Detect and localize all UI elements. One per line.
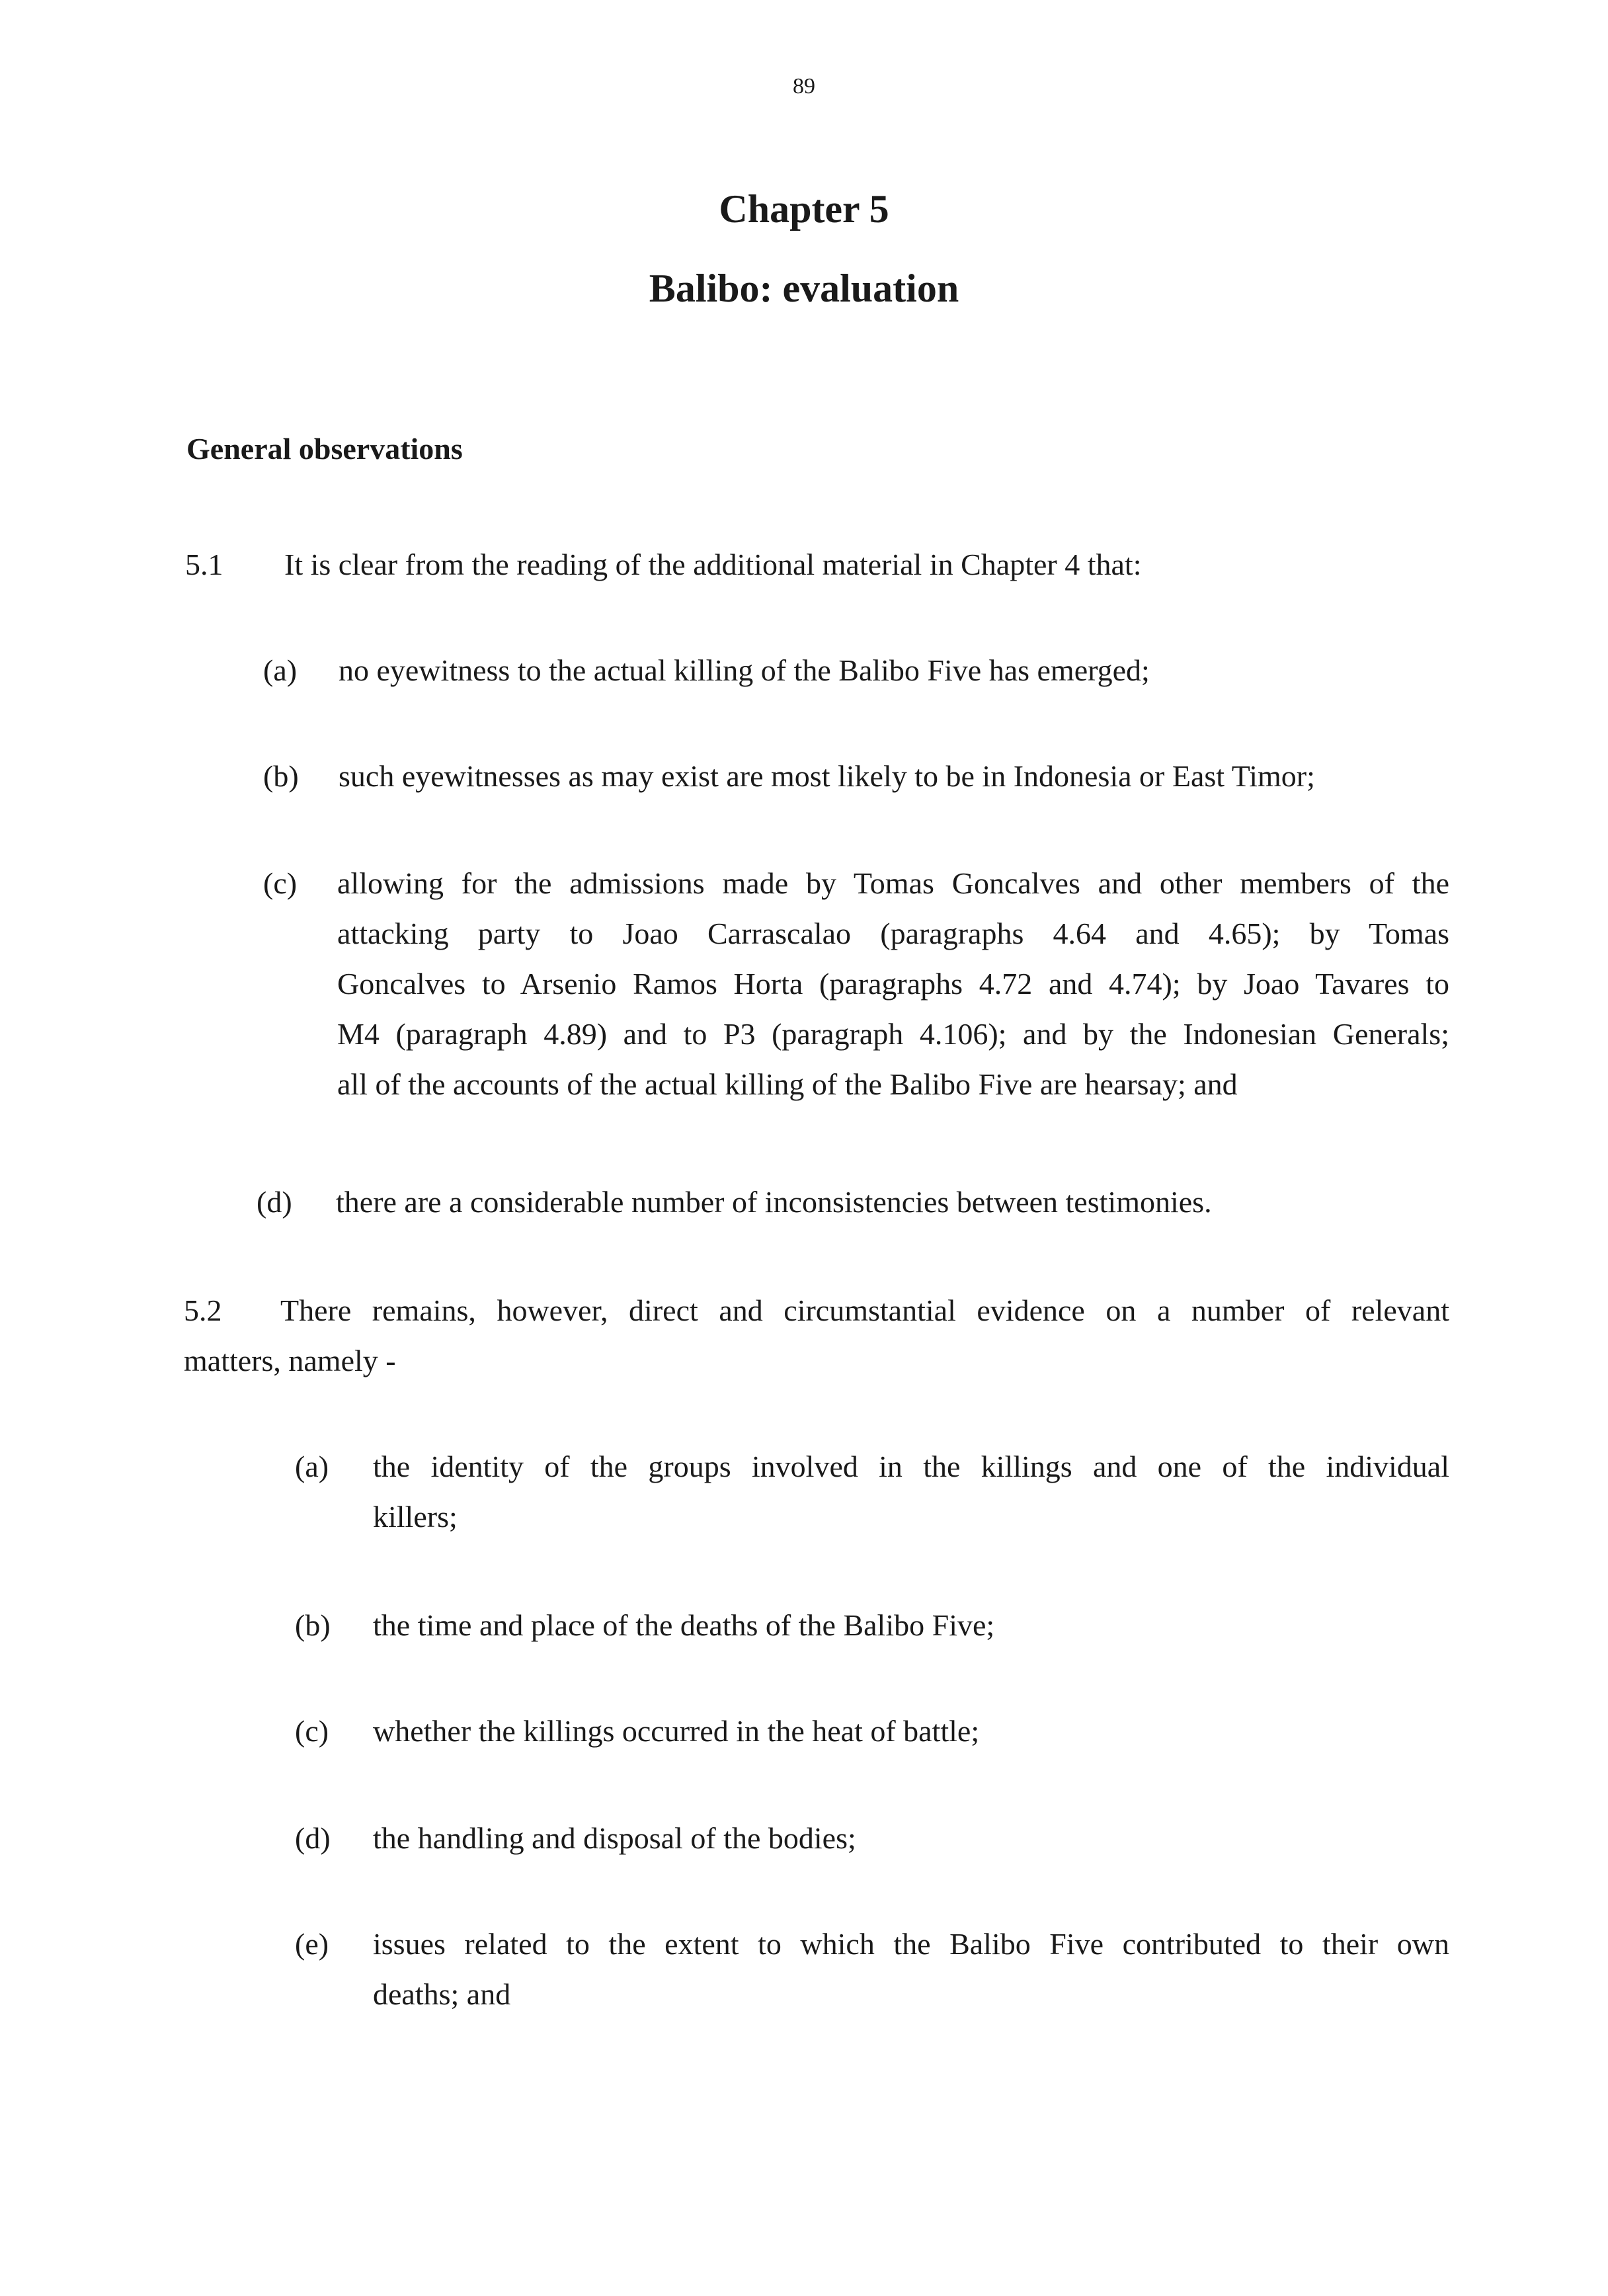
list-item-label: (a): [295, 1450, 329, 1483]
paragraph-text: There remains, however, direct and circumstantial evidence on a number of relevant: [280, 1293, 1449, 1327]
list-item-text: Goncalves to Arsenio Ramos Horta (paragraphs 4.72 and 4.74); by Joao Tavares to: [337, 967, 1449, 1001]
chapter-title: Chapter 5: [719, 187, 889, 231]
list-item-label: (d): [257, 1185, 292, 1219]
list-item-text: no eyewitness to the actual killing of the Balibo Five has emerged;: [339, 653, 1150, 687]
list-item-label: (d): [295, 1821, 331, 1855]
list-item-label: (a): [263, 653, 298, 687]
paragraph-text: matters, namely -: [184, 1344, 396, 1377]
list-item-text: the handling and disposal of the bodies;: [373, 1821, 856, 1855]
list-item-text: issues related to the extent to which the Balibo Five contributed to their own: [373, 1927, 1449, 1961]
list-item-text: allowing for the admissions made by Tomas Goncalves and other members of the: [337, 866, 1449, 900]
list-item-label: (c): [263, 866, 298, 900]
list-item-label: (b): [295, 1608, 331, 1642]
section-heading: General observations: [186, 432, 463, 466]
chapter-subtitle: Balibo: evaluation: [649, 266, 959, 310]
list-item-text: attacking party to Joao Carrascalao (paragraphs 4.64 and 4.65); by Tomas: [337, 917, 1449, 950]
list-item-text: such eyewitnesses as may exist are most likely to be in Indonesia or East Timor;: [339, 759, 1315, 793]
list-item-text: deaths; and: [373, 1977, 511, 2011]
list-item-text: all of the accounts of the actual killing of the Balibo Five are hearsay; and: [337, 1067, 1238, 1101]
list-item-text: M4 (paragraph 4.89) and to P3 (paragraph 4.106); and by the Indonesian Generals;: [337, 1017, 1449, 1051]
list-item-label: (c): [295, 1714, 329, 1748]
paragraph-text: It is clear from the reading of the additional material in Chapter 4 that:: [284, 548, 1142, 581]
list-item-text: there are a considerable number of inconsistencies between testimonies.: [336, 1185, 1212, 1219]
list-item-text: whether the killings occurred in the heat of battle;: [373, 1714, 980, 1748]
paragraph-number: 5.1: [185, 548, 223, 581]
list-item-text: the identity of the groups involved in the killings and one of the individual: [373, 1450, 1449, 1483]
paragraph-number: 5.2: [184, 1293, 222, 1327]
list-item-label: (b): [263, 759, 299, 793]
page-number: 89: [793, 74, 815, 99]
list-item-text: the time and place of the deaths of the Balibo Five;: [373, 1608, 995, 1642]
list-item-text: killers;: [373, 1500, 458, 1534]
list-item-label: (e): [295, 1927, 329, 1961]
